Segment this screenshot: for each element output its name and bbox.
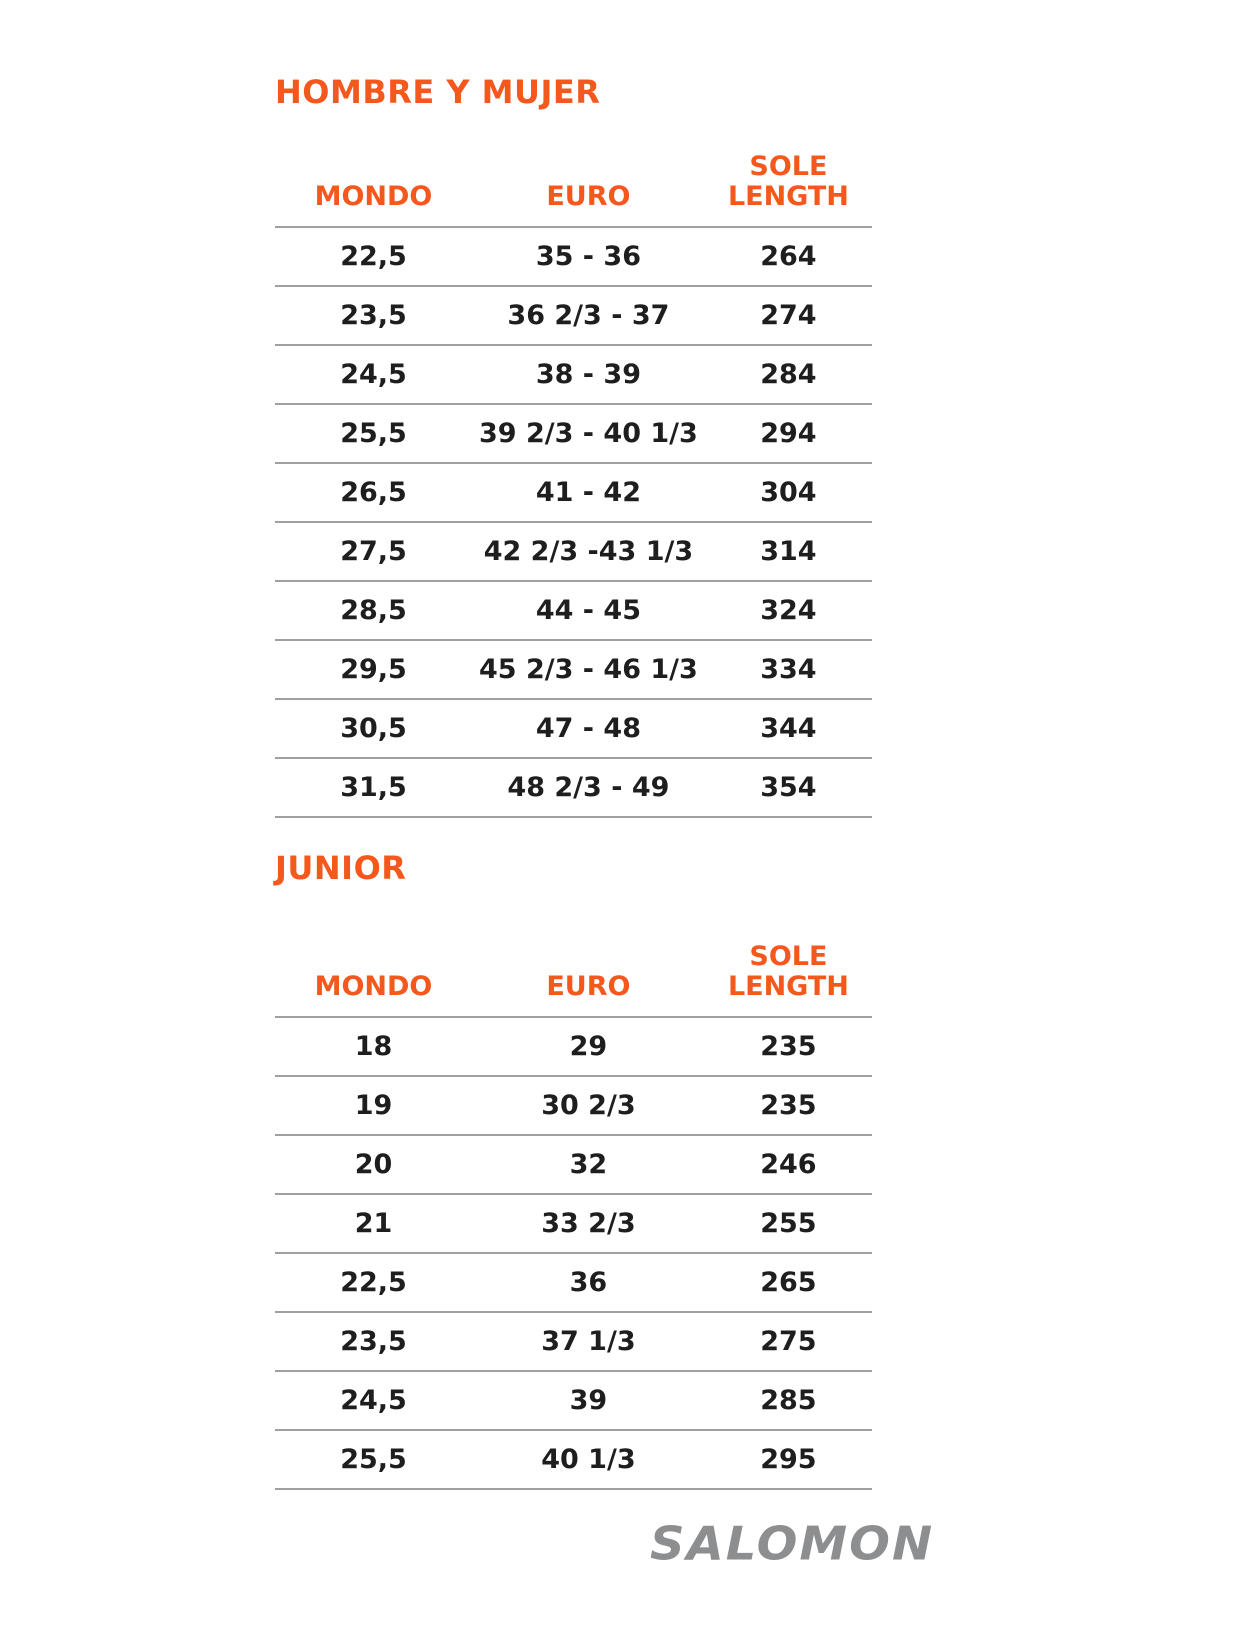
table-cell: 25,5 bbox=[340, 1444, 407, 1475]
table-cell: 31,5 bbox=[340, 772, 407, 803]
table-cell: 344 bbox=[760, 713, 817, 744]
table-cell: 324 bbox=[760, 595, 817, 626]
table-cell: 235 bbox=[760, 1090, 817, 1121]
table-cell: 24,5 bbox=[340, 359, 407, 390]
table-cell: 18 bbox=[354, 1031, 393, 1062]
table-cell: 42 2/3 -43 1/3 bbox=[483, 536, 694, 567]
table-cell: 255 bbox=[760, 1208, 817, 1239]
table-cell: 265 bbox=[760, 1267, 817, 1298]
table-row bbox=[275, 1430, 872, 1489]
table-cell: 314 bbox=[760, 536, 817, 567]
table-cell: 22,5 bbox=[340, 1267, 407, 1298]
table-row bbox=[275, 286, 872, 345]
table-cell: 38 - 39 bbox=[535, 359, 641, 390]
table-row bbox=[275, 1017, 872, 1076]
mens-header-mondo: MONDO bbox=[275, 152, 472, 227]
table-cell: 295 bbox=[760, 1444, 817, 1475]
table-cell: 19 bbox=[354, 1090, 393, 1121]
table-row bbox=[275, 1076, 872, 1135]
salomon-logo: SALOMON bbox=[650, 1517, 935, 1571]
junior-size-table bbox=[275, 942, 872, 1490]
table-cell: 29,5 bbox=[340, 654, 407, 685]
junior-table-header-row bbox=[275, 942, 872, 1017]
table-cell: 23,5 bbox=[340, 1326, 407, 1357]
table-row bbox=[275, 1371, 872, 1430]
table-cell: 27,5 bbox=[340, 536, 407, 567]
table-cell: 48 2/3 - 49 bbox=[507, 772, 670, 803]
mens-table-body bbox=[275, 227, 872, 817]
table-cell: 354 bbox=[760, 772, 817, 803]
table-cell: 334 bbox=[760, 654, 817, 685]
junior-table-body bbox=[275, 1017, 872, 1489]
junior-header-euro: EURO bbox=[472, 942, 705, 1017]
table-cell: 304 bbox=[760, 477, 817, 508]
table-row bbox=[275, 1135, 872, 1194]
table-cell: 30 2/3 bbox=[541, 1090, 636, 1121]
junior-section-title: JUNIOR bbox=[275, 849, 407, 887]
table-row bbox=[275, 1253, 872, 1312]
table-row bbox=[275, 522, 872, 581]
table-row bbox=[275, 758, 872, 817]
table-row bbox=[275, 640, 872, 699]
table-cell: 30,5 bbox=[340, 713, 407, 744]
table-cell: 23,5 bbox=[340, 300, 407, 331]
table-row bbox=[275, 581, 872, 640]
table-cell: 284 bbox=[760, 359, 817, 390]
junior-header-mondo: MONDO bbox=[275, 942, 472, 1017]
table-cell: 32 bbox=[569, 1149, 608, 1180]
table-cell: 45 2/3 - 46 1/3 bbox=[479, 654, 698, 685]
table-cell: 294 bbox=[760, 418, 817, 449]
table-cell: 36 2/3 - 37 bbox=[507, 300, 670, 331]
page-content bbox=[275, 0, 872, 1490]
table-cell: 36 bbox=[569, 1267, 608, 1298]
table-row bbox=[275, 1194, 872, 1253]
table-row bbox=[275, 227, 872, 286]
table-cell: 21 bbox=[354, 1208, 393, 1239]
table-cell: 39 bbox=[569, 1385, 608, 1416]
table-cell: 44 - 45 bbox=[535, 595, 641, 626]
table-cell: 25,5 bbox=[340, 418, 407, 449]
table-cell: 246 bbox=[760, 1149, 817, 1180]
table-cell: 37 1/3 bbox=[541, 1326, 636, 1357]
table-cell: 29 bbox=[569, 1031, 608, 1062]
table-row bbox=[275, 1312, 872, 1371]
table-cell: 264 bbox=[760, 241, 817, 272]
table-cell: 40 1/3 bbox=[541, 1444, 636, 1475]
table-cell: 41 - 42 bbox=[535, 477, 641, 508]
table-cell: 24,5 bbox=[340, 1385, 407, 1416]
table-cell: 235 bbox=[760, 1031, 817, 1062]
table-cell: 28,5 bbox=[340, 595, 407, 626]
table-cell: 22,5 bbox=[340, 241, 407, 272]
mens-header-euro: EURO bbox=[472, 152, 705, 227]
junior-header-sole-length: SOLE LENGTH bbox=[705, 942, 872, 1017]
mens-header-sole-length: SOLE LENGTH bbox=[705, 152, 872, 227]
mens-size-table bbox=[275, 152, 872, 818]
table-cell: 275 bbox=[760, 1326, 817, 1357]
table-cell: 285 bbox=[760, 1385, 817, 1416]
table-cell: 47 - 48 bbox=[535, 713, 641, 744]
table-row bbox=[275, 345, 872, 404]
mens-table-header-row bbox=[275, 152, 872, 227]
table-cell: 39 2/3 - 40 1/3 bbox=[479, 418, 698, 449]
mens-section-title: HOMBRE Y MUJER bbox=[275, 73, 601, 111]
table-row bbox=[275, 463, 872, 522]
table-cell: 274 bbox=[760, 300, 817, 331]
table-row bbox=[275, 699, 872, 758]
table-cell: 20 bbox=[354, 1149, 393, 1180]
table-cell: 33 2/3 bbox=[541, 1208, 636, 1239]
table-cell: 26,5 bbox=[340, 477, 407, 508]
table-row bbox=[275, 404, 872, 463]
table-cell: 35 - 36 bbox=[535, 241, 641, 272]
